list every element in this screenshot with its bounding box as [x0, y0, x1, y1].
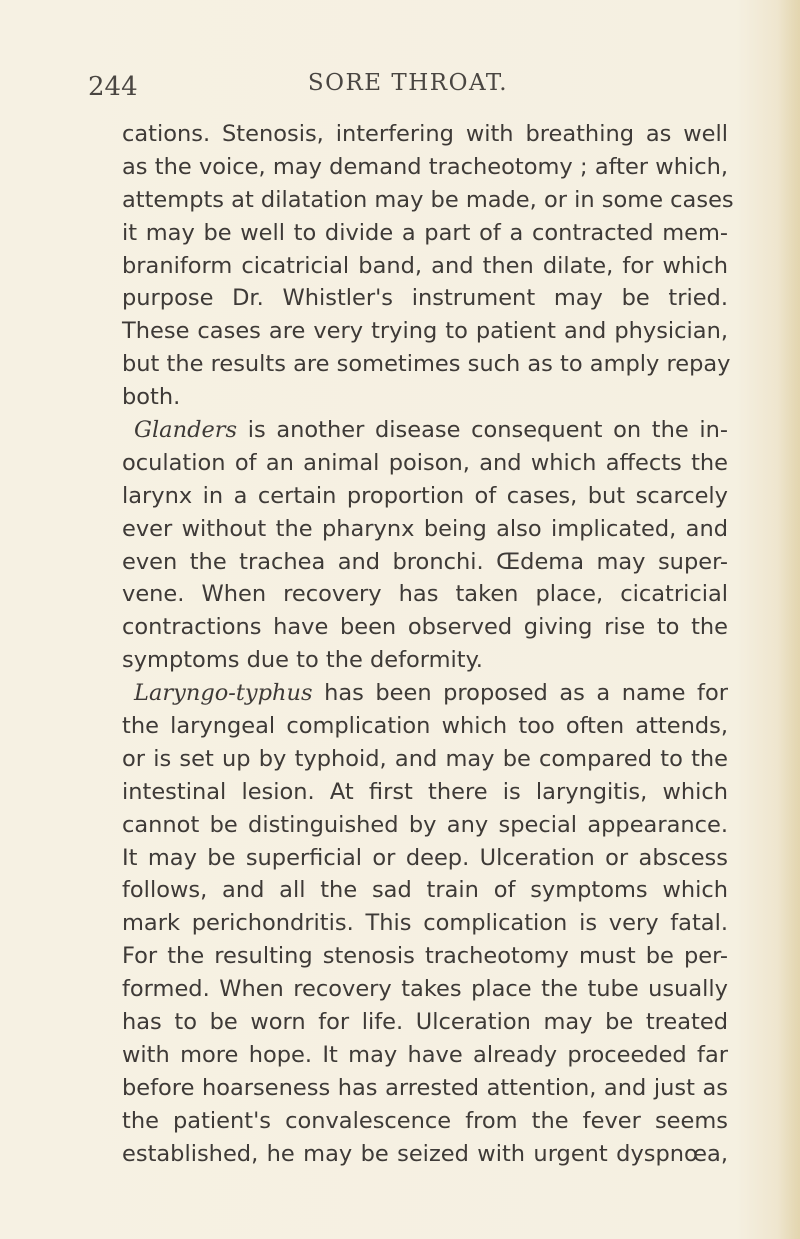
text-line: [122, 1072, 728, 1105]
text-line: [122, 546, 728, 579]
text-line: [122, 151, 728, 184]
line-text: cations. Stenosis, interfering with breathing as well: [122, 121, 728, 147]
line-text: formed. When recovery takes place the tube usually: [122, 976, 728, 1003]
line-text: These cases are very trying to patient and physician,: [122, 318, 728, 345]
line-text: established, he may be seized with urgent dyspnœa,: [122, 1140, 728, 1167]
text-line: [122, 118, 728, 151]
text-line: [122, 1006, 728, 1039]
text-line: [122, 217, 728, 250]
line-text: cannot be distinguished by any special appearance.: [122, 811, 728, 838]
text-line: [122, 414, 728, 447]
text-line: [122, 842, 728, 875]
line-text: as the voice, may demand tracheotomy ; after which,: [122, 153, 728, 180]
line-text: braniform cicatricial band, and then dilate, for which: [122, 252, 728, 279]
line-text: larynx in a certain proportion of cases, but scarcely: [122, 482, 728, 509]
line-text: contractions have been observed giving rise to the: [122, 614, 728, 641]
text-line: [122, 250, 728, 283]
page-number: 244: [88, 72, 138, 102]
line-text: vene. When recovery has taken place, cicatricial: [122, 581, 728, 608]
text-line: [122, 743, 728, 776]
line-text: the patient's convalescence from the fever seems: [122, 1107, 728, 1134]
line-text: mark perichondritis. This complication is very fatal.: [122, 910, 728, 937]
line-text: it may be well to divide a part of a contracted mem-: [122, 219, 728, 246]
line-text: intestinal lesion. At first there is laryngitis, which: [122, 778, 728, 805]
line-text: purpose Dr. Whistler's instrument may be tried.: [122, 285, 728, 312]
text-line: [122, 447, 728, 480]
text-line: [122, 809, 728, 842]
line-text: attempts at dilatation may be made, or in some cases: [122, 186, 734, 213]
italic-term: Laryngo-typhus: [134, 680, 313, 707]
line-text: with more hope. It may have already proceeded far: [122, 1041, 728, 1068]
line-text: but the results are sometimes such as to amply repay: [122, 351, 731, 378]
text-line: [122, 1138, 728, 1171]
text-line: [122, 644, 728, 677]
line-text: or is set up by typhoid, and may be compared to the: [122, 745, 728, 772]
text-line: [122, 348, 731, 381]
text-line: [122, 480, 728, 513]
line-text: symptoms due to the deformity.: [122, 647, 483, 674]
text-line: [122, 1105, 728, 1138]
text-line: [122, 677, 728, 710]
text-line: [122, 710, 728, 743]
text-line: [122, 907, 728, 940]
text-line: [122, 874, 728, 907]
body-text: [122, 118, 734, 1171]
line-text: even the trachea and bronchi. Œdema may super-: [122, 548, 728, 575]
text-line: [122, 973, 728, 1006]
italic-term: Glanders: [134, 417, 238, 444]
line-text: For the resulting stenosis tracheotomy must be per-: [122, 943, 728, 970]
line-text: before hoarseness has arrested attention, and just as: [122, 1074, 728, 1101]
text-line: [122, 1039, 728, 1072]
text-line: [122, 315, 728, 348]
line-text: is another disease consequent on the in-: [237, 417, 728, 444]
text-line: [122, 513, 728, 546]
text-line: [122, 611, 728, 644]
line-text: It may be superficial or deep. Ulceration or abscess: [122, 844, 728, 871]
line-text: the laryngeal complication which too often attends,: [122, 713, 728, 740]
line-text: oculation of an animal poison, and which affects the: [122, 449, 728, 476]
line-text: both.: [122, 384, 181, 411]
line-text: has been proposed as a name for: [312, 680, 728, 707]
text-line: [122, 381, 728, 414]
line-text: follows, and all the sad train of symptoms which: [122, 877, 728, 904]
text-line: [122, 776, 728, 809]
text-line: [122, 578, 728, 611]
page-edge-shadow: [778, 0, 800, 1239]
text-line: [122, 282, 728, 315]
running-head: SORE THROAT.: [307, 70, 509, 96]
text-line: [122, 184, 734, 217]
line-text: ever without the pharynx being also implicated, and: [122, 515, 728, 542]
page-header: [88, 66, 688, 106]
text-line: [122, 940, 728, 973]
line-text: has to be worn for life. Ulceration may be treated: [122, 1009, 728, 1036]
